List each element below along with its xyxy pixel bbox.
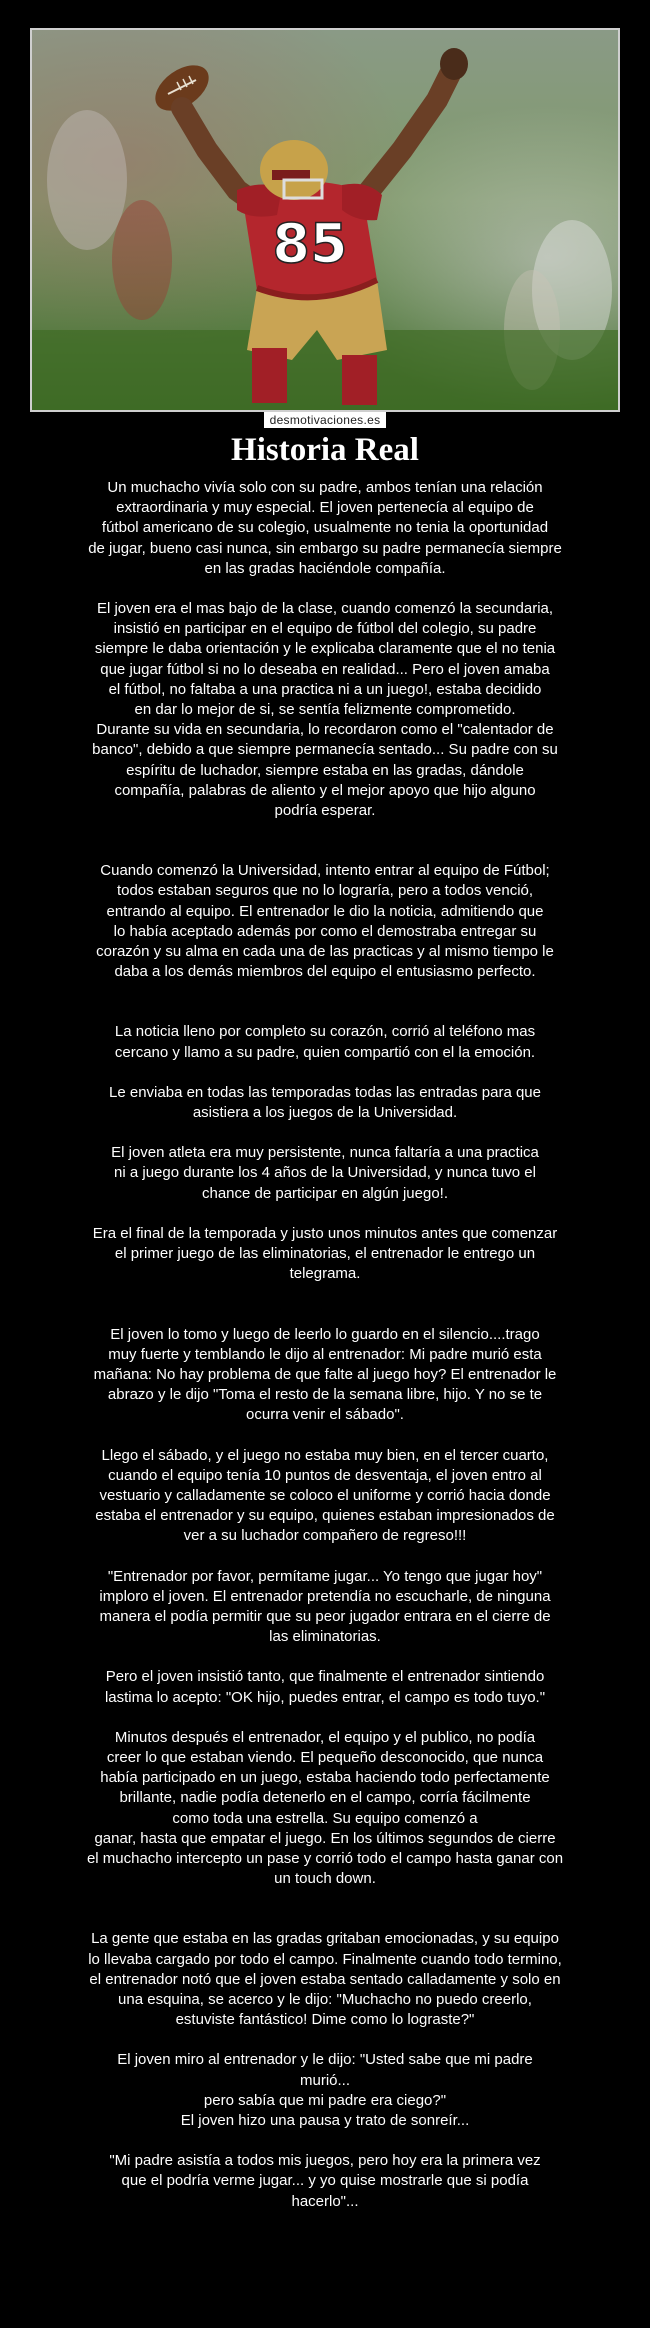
football-player-photo	[30, 28, 620, 412]
story-paragraph: Llego el sábado, y el juego no estaba muy bien, en el tercer cuarto, cuando el equipo tenía 10 puntos de desventaja, el joven entro al vestuario y calladamente se coloco el uniforme y corrió hacia donde estaba el entrenador y su equipo, quienes estaban impresionados de ver a su luchador compañero de regreso!!!	[95, 1446, 555, 1545]
story-paragraph: El joven era el mas bajo de la clase, cuando comenzó la secundaria, insistió en participar en el equipo de fútbol del colegio, su padre siempre le daba orientación y le explicaba claramente que el no tenia que jugar fútbol si no lo deseaba en realidad... Pero el joven amaba el fútbol, no faltaba a una practica ni a un juego!, estaba decidido en dar lo mejor de si, se sentía felizmente comprometido. Durante su vida en secundaria, lo recordaron como el "calentador de banco", debido a que siempre permanecía sentado... Su padre con su espíritu de luchador, siempre estaba en las gradas, dándole compañía, palabras de aliento y el mejor apoyo que hijo alguno podría esperar.	[92, 600, 558, 820]
story-paragraph: La gente que estaba en las gradas gritaban emocionadas, y su equipo lo llevaba cargado por todo el campo. Finalmente cuando todo termino, el entrenador notó que el joven estaba sentado calladamente y solo en una esquina, se acerco y le dijo: "Muchacho no puedo creerlo, estuviste fantástico! Dime como lo lograste?"	[88, 1930, 562, 2029]
story-paragraph: Pero el joven insistió tanto, que finalmente el entrenador sintiendo lastima lo acepto: "OK hijo, puedes entrar, el campo es todo tuyo."	[104, 1668, 546, 1706]
story-paragraph: "Entrenador por favor, permítame jugar... Yo tengo que jugar hoy" imploro el joven. El entrenador pretendía no escucharle, de ninguna manera el podía permitir que su peor jugador entrara en el cierre de las eliminatorias.	[99, 1567, 551, 1646]
story-paragraph: El joven miro al entrenador y le dijo: "Usted sabe que mi padre murió... pero sabía que mi padre era ciego?" El joven hizo una pausa y trato de sonreír...	[117, 2051, 533, 2129]
watermark-text: desmotivaciones.es	[264, 412, 387, 428]
photo-illustration	[32, 30, 618, 410]
story-paragraph: El joven atleta era muy persistente, nunca faltaría a una practica ni a juego durante los 4 años de la Universidad, y nunca tuvo el chance de participar en algún juego!.	[111, 1144, 539, 1202]
story-paragraph: Minutos después el entrenador, el equipo y el publico, no podía creer lo que estaban viendo. El pequeño desconocido, que nunca había participado en un juego, estaba haciendo todo perfectamente brillante, nadie podía detenerlo en el campo, corría fácilmente como toda una estrella. Su equipo comenzó a ganar, hasta que empatar el juego. En los últimos segundos de cierre el muchacho intercepto un pase y corrió todo el campo hasta ganar con un touch down.	[86, 1728, 564, 1888]
story-paragraph: La noticia lleno por completo su corazón, corrió al teléfono mas cercano y llamo a su padre, quien compartió con el la emoción.	[114, 1023, 536, 1061]
story-text	[38, 478, 612, 2212]
story-paragraph: Le enviaba en todas las temporadas todas las entradas para que asistiera a los juegos de la Universidad.	[109, 1083, 541, 1122]
story-paragraph: El joven lo tomo y luego de leerlo lo guardo en el silencio....trago muy fuerte y temblando le dijo al entrenador: Mi padre murió esta mañana: No hay problema de que falte al juego hoy? El entrenador le abrazo y le dijo "Toma el resto de la semana libre, hijo. Y no se te ocurra venir el sábado".	[93, 1325, 557, 1424]
jersey-number: 85	[272, 212, 348, 275]
story-paragraph: Un muchacho vivía solo con su padre, ambos tenían una relación extraordinaria y muy especial. El joven pertenecía al equipo de fútbol americano de su colegio, usualmente no tenia la oportunidad de jugar, bueno casi nunca, sin embargo su padre permanecía siempre en las gradas haciéndole compañía.	[88, 479, 562, 577]
story-paragraph: Era el final de la temporada y justo unos minutos antes que comenzar el primer juego de las eliminatorias, el entrenador le entrego un telegrama.	[92, 1224, 558, 1283]
story-paragraph: Cuando comenzó la Universidad, intento entrar al equipo de Fútbol; todos estaban seguros que no lo lograría, pero a todos venció, entrando al equipo. El entrenador le dio la noticia, admitiendo que lo había aceptado además por como el demostraba entregar su corazón y su alma en cada una de las practicas y al mismo tiempo le daba a los demás miembros del equipo el entusiasmo perfecto.	[96, 862, 554, 981]
watermark	[0, 411, 650, 429]
story-paragraph: "Mi padre asistía a todos mis juegos, pero hoy era la primera vez que el podría verme jugar... y yo quise mostrarle que si podía hacerlo"...	[109, 2152, 541, 2210]
page-title: Historia Real	[231, 432, 419, 468]
